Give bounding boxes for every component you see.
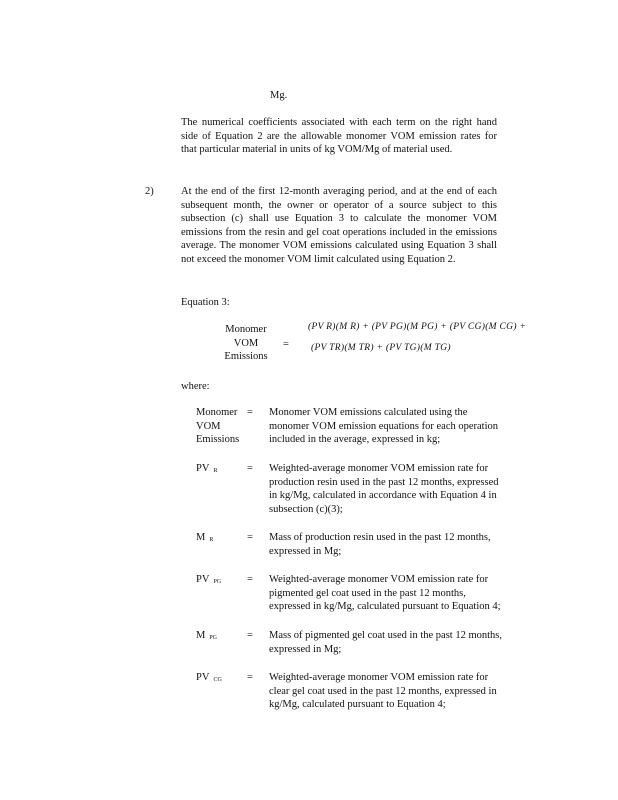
definition-line: Mass of production resin used in the past 12 months, xyxy=(269,532,491,543)
equation-lhs-line3: Emissions xyxy=(224,351,268,363)
definition-term-line: Monomer xyxy=(196,407,238,418)
definition-line: kg/Mg, calculated pursuant to Equation 4; xyxy=(269,699,446,711)
definition-text xyxy=(269,629,519,656)
definition-text xyxy=(269,462,519,516)
definition-line: in kg/Mg, calculated in accordance with Equation 4 in xyxy=(269,490,497,502)
definition-line: expressed in Mg; xyxy=(269,545,342,557)
equation-rhs-line1: (PV R)(M R) + (PV PG)(M PG) + (PV CG)(M CG) + xyxy=(308,322,527,332)
definition-line: Weighted-average monomer VOM emission rate for xyxy=(269,463,489,474)
definition-line: Weighted-average monomer VOM emission rate for xyxy=(269,574,489,585)
definition-term: PV xyxy=(196,672,210,683)
definition-term-line: VOM xyxy=(196,420,221,432)
equation-lhs xyxy=(211,323,281,364)
definition-equals: = xyxy=(247,407,253,418)
equation-rhs-line2: (PV TR)(M TR) + (PV TG)(M TG) xyxy=(311,343,451,353)
where-label: where: xyxy=(181,381,210,392)
equation-label: Equation 3: xyxy=(181,297,230,308)
definition-term-subscript: CG xyxy=(213,677,222,683)
definition-text xyxy=(269,406,519,447)
definition-term-subscript: R xyxy=(209,537,214,543)
definition-line: Weighted-average monomer VOM emission rate for xyxy=(269,672,489,683)
definition-term: M xyxy=(196,532,206,543)
definition-equals: = xyxy=(247,672,253,683)
definition-line: monomer VOM emission equations for each operation xyxy=(269,420,499,432)
definition-term: M xyxy=(196,630,206,641)
definition-line: subsection (c)(3); xyxy=(269,503,343,515)
paragraph-item-2: At the end of the first 12-month averaging period, and at the end of each subsequent month, the owner or operator of a source subject to this subsection (c) shall use Equation 3 to calculate the monomer VOM emissions from the resin and gel coat operations included in the emissions average. The monomer VOM emissions calculated using Equation 3 shall not exceed the monomer VOM limit calculated using Equation 2. xyxy=(181,186,497,265)
definition-line: pigmented gel coat used in the past 12 months, xyxy=(269,587,466,599)
equation-lhs-line2: VOM xyxy=(233,337,259,349)
top-unit: Mg. xyxy=(270,90,288,101)
definition-term: PV xyxy=(196,463,210,474)
definition-line: production resin used in the past 12 months, expressed xyxy=(269,476,499,488)
definition-text xyxy=(269,531,519,558)
equation-equals: = xyxy=(283,339,289,350)
definition-line: clear gel coat used in the past 12 months, expressed in xyxy=(269,685,497,697)
definition-text xyxy=(269,671,519,712)
equation-lhs-line1: Monomer xyxy=(225,324,267,335)
definition-line: expressed in kg/Mg, calculated pursuant to Equation 4; xyxy=(269,601,501,613)
definition-line: expressed in Mg; xyxy=(269,643,342,655)
definition-term-subscript: R xyxy=(213,468,218,474)
definition-equals: = xyxy=(247,630,253,641)
definition-equals: = xyxy=(247,532,253,543)
definition-line: included in the average, expressed in kg; xyxy=(269,434,441,446)
definition-line: Monomer VOM emissions calculated using the xyxy=(269,407,468,418)
paragraph-coefficients: The numerical coefficients associated with each term on the right hand side of Equation 2 are the allowable monomer VOM emission rates for that particular material in units of kg VOM/Mg of material used. xyxy=(181,117,497,156)
item-number: 2) xyxy=(145,186,154,197)
definition-equals: = xyxy=(247,463,253,474)
definition-text xyxy=(269,573,519,614)
definition-line: Mass of pigmented gel coat used in the past 12 months, xyxy=(269,630,503,641)
definition-term-subscript: PG xyxy=(209,635,218,641)
definition-term-line: Emissions xyxy=(196,434,240,446)
definition-equals: = xyxy=(247,574,253,585)
definition-term: PV xyxy=(196,574,210,585)
definition-term-subscript: PG xyxy=(213,579,222,585)
